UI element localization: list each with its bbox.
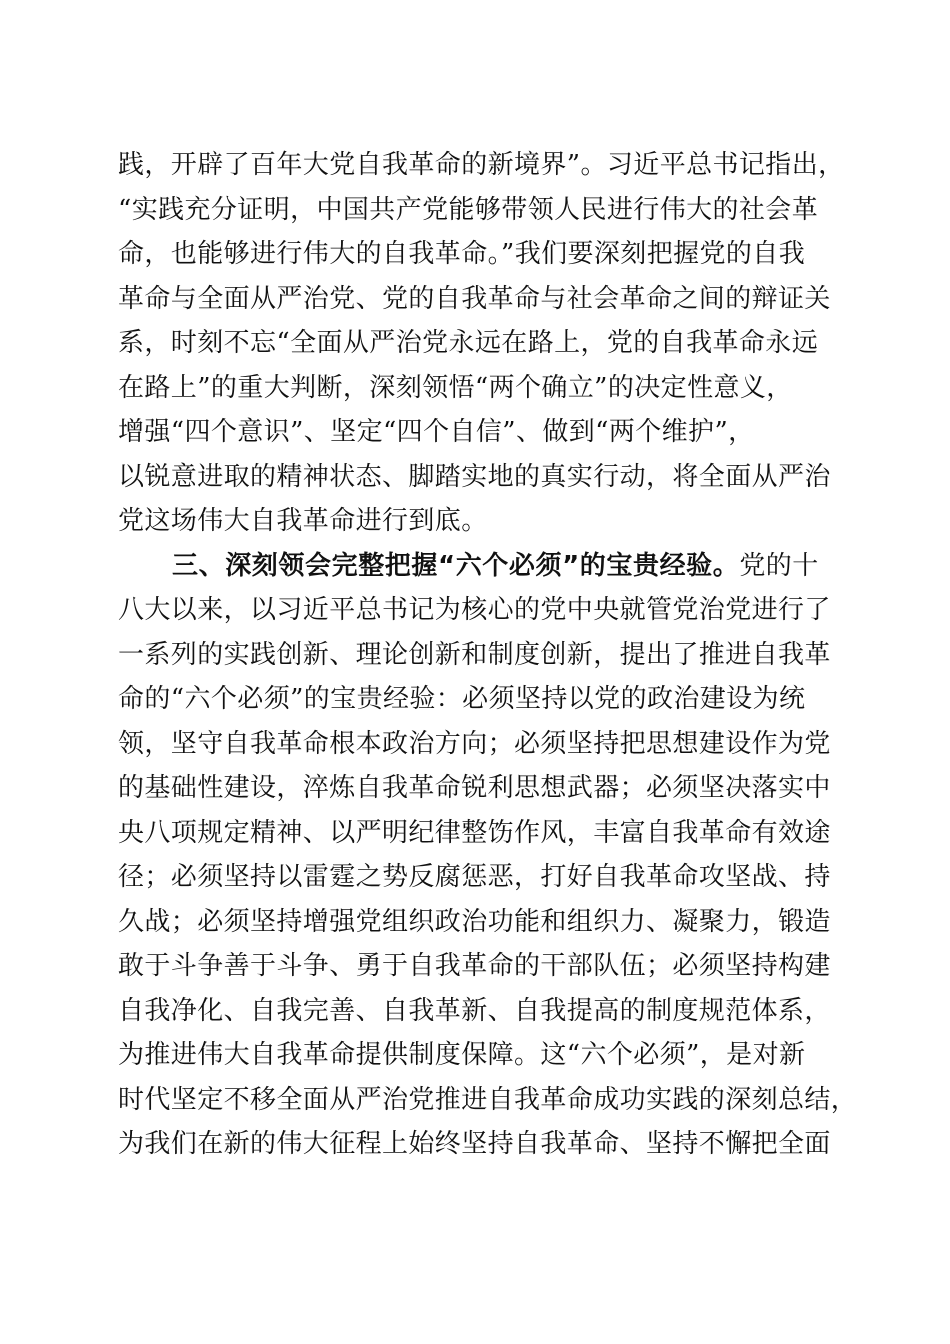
paragraph-2-line-9: 敢于斗争善于斗争、勇于自我革命的干部队伍；必须坚持构建 [118, 951, 831, 981]
paragraph-2-line-7: 径；必须坚持以雷霆之势反腐惩恶，打好自我革命攻坚战、持 [118, 862, 831, 892]
paragraph-2-line-2: 一系列的实践创新、理论创新和制度创新，提出了推进自我革 [118, 640, 831, 670]
paragraph-2-line-13: 为我们在新的伟大征程上始终坚持自我革命、坚持不懈把全面 [118, 1129, 831, 1159]
paragraph-1-line-1: 践，开辟了百年大党自我革命的新境界”。习近平总书记指出， [118, 150, 845, 180]
paragraph-1-line-3: 命，也能够进行伟大的自我革命。”我们要深刻把握党的自我 [118, 239, 806, 269]
paragraph-1-line-5: 系，时刻不忘“全面从严治党永远在路上，党的自我革命永远 [118, 328, 819, 358]
paragraph-2-line-1: 八大以来，以习近平总书记为核心的党中央就管党治党进行了 [118, 595, 831, 625]
paragraph-2-line-10: 自我净化、自我完善、自我革新、自我提高的制度规范体系， [118, 996, 831, 1026]
section-3-heading: 三、深刻领会完整把握“六个必须”的宝贵经验。 [172, 551, 740, 581]
paragraph-1-line-9: 党这场伟大自我革命进行到底。 [118, 506, 488, 536]
paragraph-1-line-2: “实践充分证明，中国共产党能够带领人民进行伟大的社会革 [118, 195, 819, 225]
paragraph-1-line-4: 革命与全面从严治党、党的自我革命与社会革命之间的辩证关 [118, 284, 831, 314]
paragraph-2-line-12: 时代坚定不移全面从严治党推进自我革命成功实践的深刻总结， [118, 1085, 858, 1115]
paragraph-2-line-6: 央八项规定精神、以严明纪律整饬作风，丰富自我革命有效途 [118, 818, 831, 848]
paragraph-2-line-8: 久战；必须坚持增强党组织政治功能和组织力、凝聚力，锻造 [118, 907, 831, 937]
paragraph-2-line-5: 的基础性建设，淬炼自我革命锐利思想武器；必须坚决落实中 [118, 773, 831, 803]
section-3-first-line [172, 549, 819, 583]
section-3-first-line-rest: 党的十 [739, 551, 819, 581]
paragraph-1-line-8: 以锐意进取的精神状态、脚踏实地的真实行动，将全面从严治 [118, 462, 831, 492]
paragraph-1-line-6: 在路上”的重大判断，深刻领悟“两个确立”的决定性意义， [118, 373, 793, 403]
paragraph-2-line-11: 为推进伟大自我革命提供制度保障。这“六个必须”，是对新 [118, 1040, 806, 1070]
paragraph-2-line-3: 命的“六个必须”的宝贵经验：必须坚持以党的政治建设为统 [118, 684, 806, 714]
paragraph-2-line-4: 领，坚守自我革命根本政治方向；必须坚持把思想建设作为党 [118, 729, 831, 759]
paragraph-1-line-7: 增强“四个意识”、坚定“四个自信”、做到“两个维护”， [118, 417, 755, 447]
